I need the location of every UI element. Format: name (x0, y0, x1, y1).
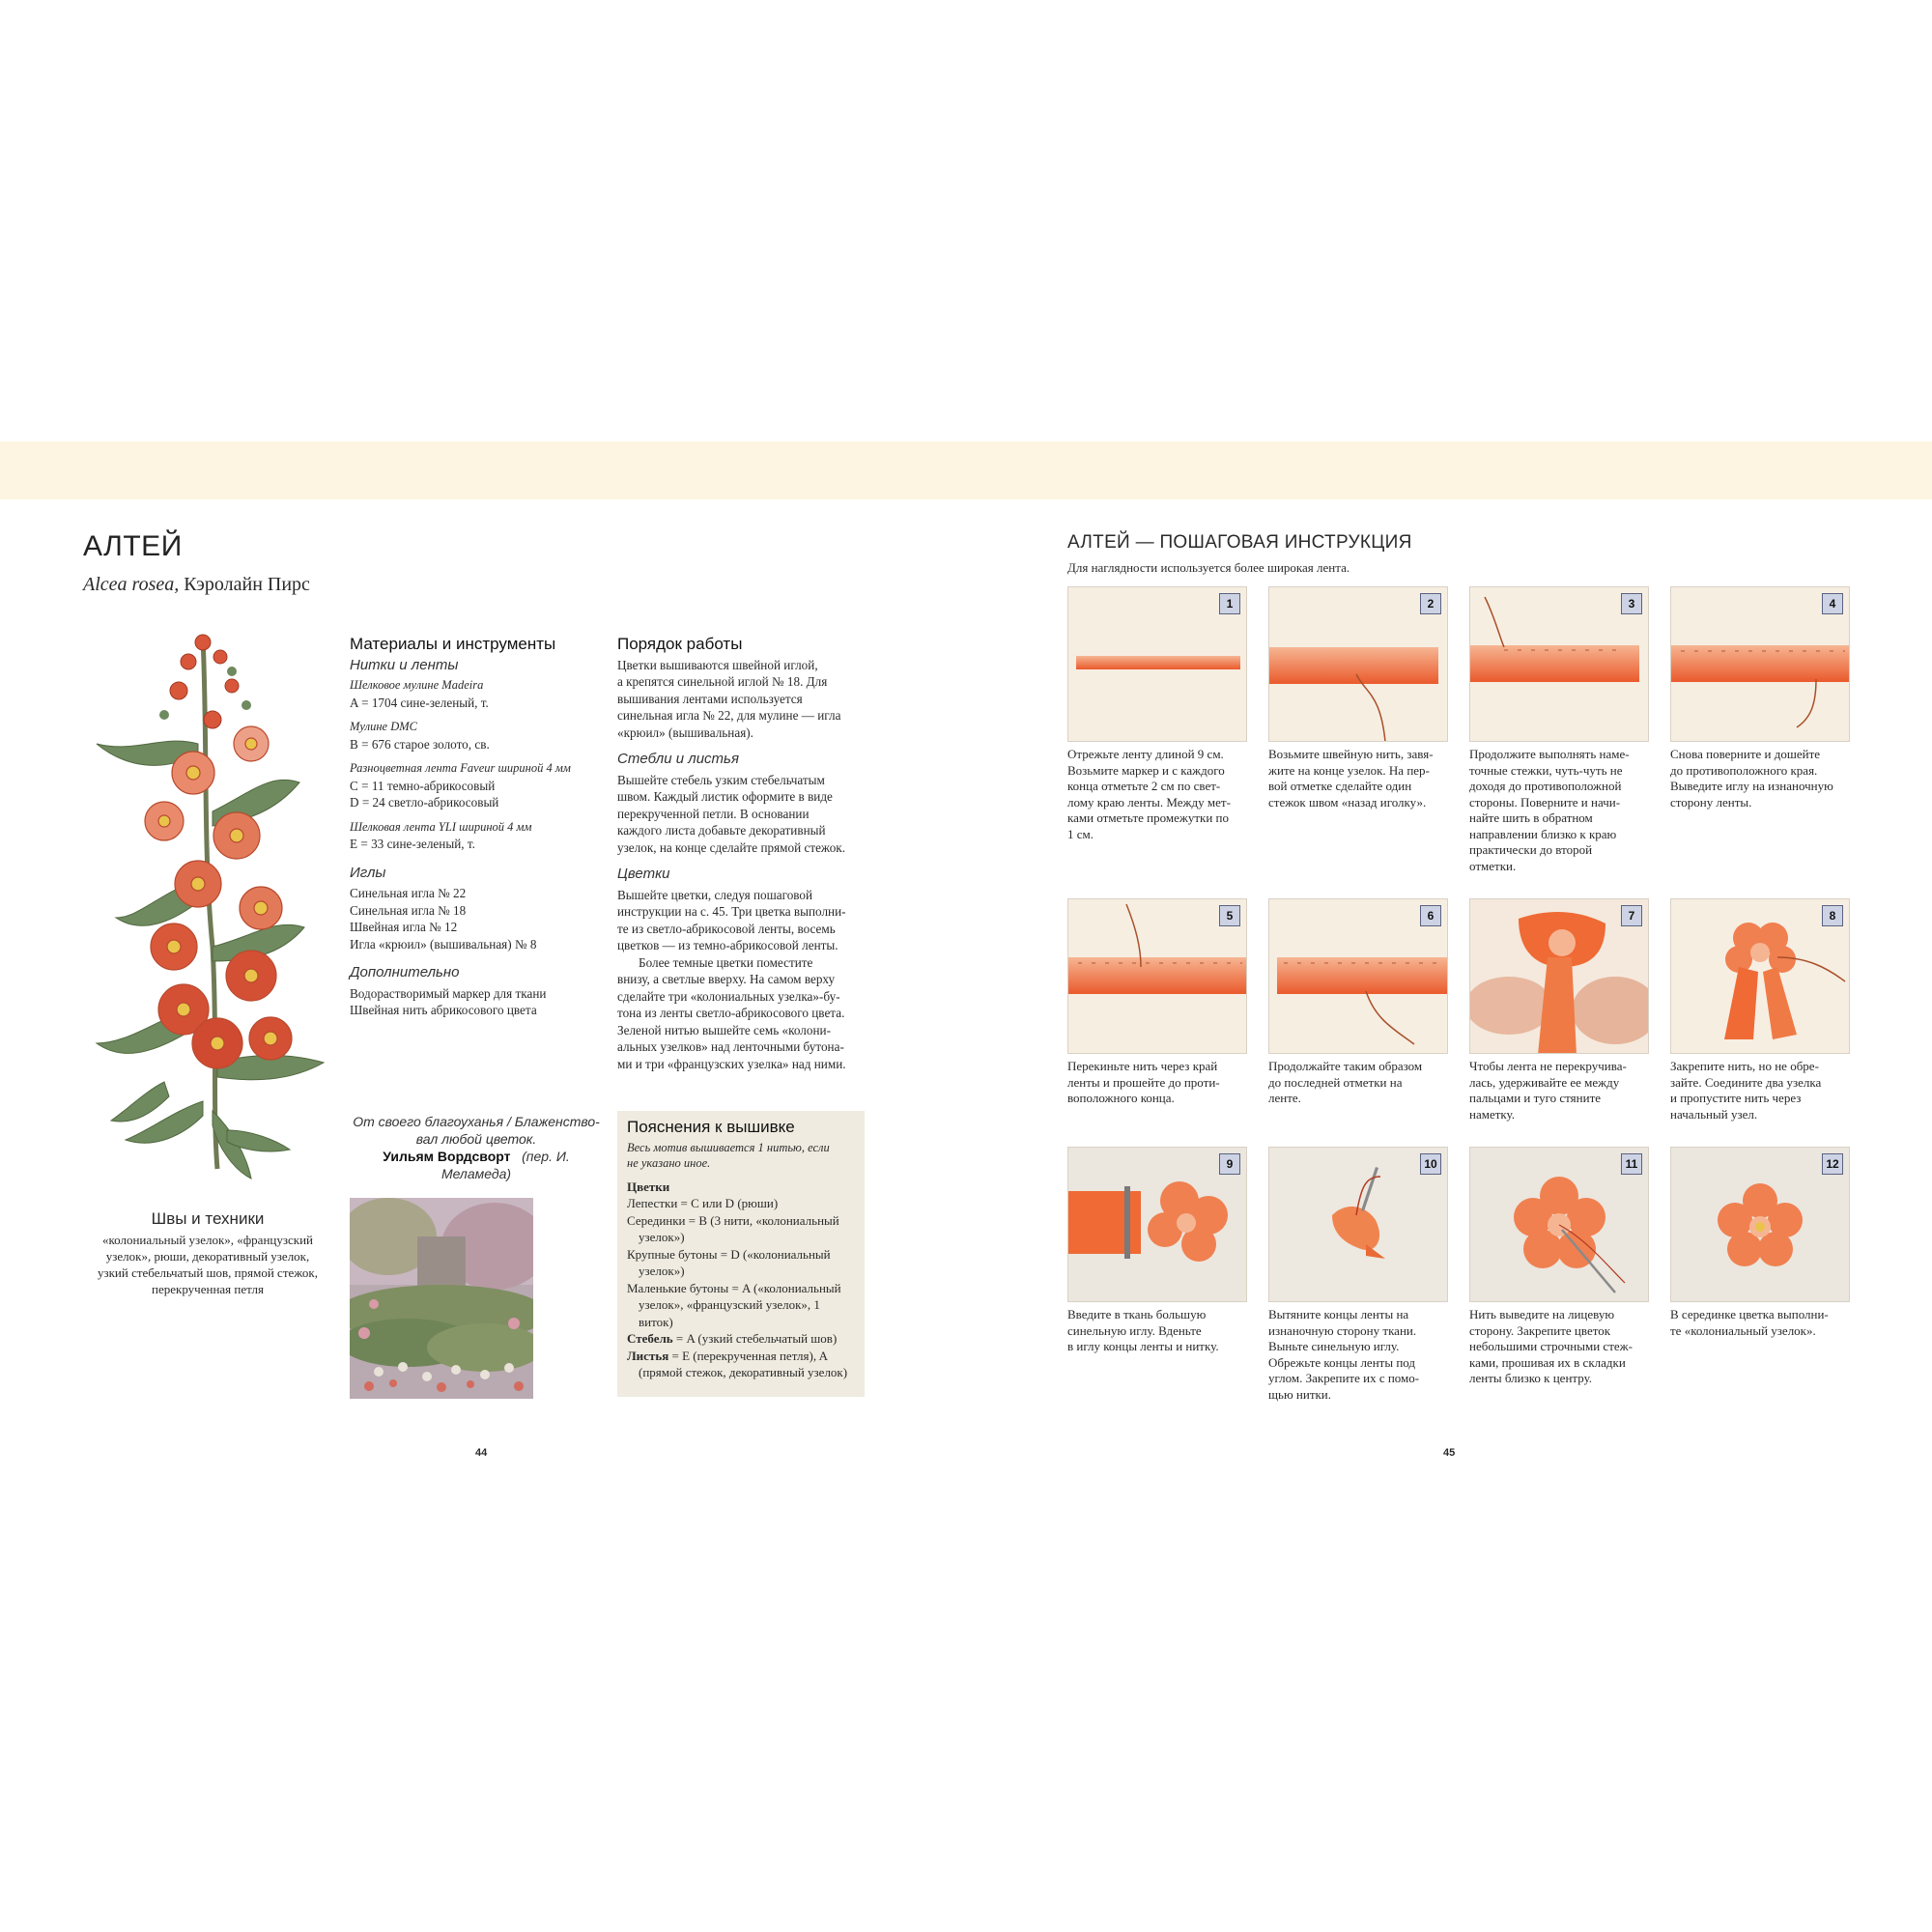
step-9 (1067, 1147, 1247, 1355)
header-band (0, 441, 1932, 499)
page-subtitle: Alcea rosea, Кэролайн Пирс (83, 574, 310, 595)
step-number-badge: 12 (1822, 1153, 1843, 1175)
step-number-badge: 2 (1420, 593, 1441, 614)
step-12 (1670, 1147, 1850, 1339)
step-caption: Нить выведите на лицевую сторону. Закрепите цветок небольшими строчными стеж- ками, прошивая их в складки ленты близко к центру. (1469, 1307, 1633, 1385)
step-caption: Снова поверните и дошейте до противоположного края. Выведите иглу на изнаночную сторону ленты. (1670, 747, 1833, 810)
materials-heading: Материалы и инструменты (350, 635, 556, 653)
step-2 (1268, 586, 1448, 810)
order-text: цветков — из темно-абрикосовой ленты. (617, 938, 838, 952)
order-text: Более темные цветки поместите (639, 954, 813, 970)
step-number-badge: 7 (1621, 905, 1642, 926)
step-10 (1268, 1147, 1448, 1403)
notes-line: Маленькие бутоны = A («колониальный узелок», «французский узелок», 1 виток) (627, 1280, 841, 1329)
step-photo (1268, 1147, 1448, 1302)
needle-item: Синельная игла № 18 (350, 902, 467, 918)
step-number-badge: 10 (1420, 1153, 1441, 1175)
notes-line: Серединки = B (3 нити, «колониальный узелок») (627, 1212, 839, 1244)
step-number-badge: 9 (1219, 1153, 1240, 1175)
material-value: D = 24 светло-абрикосовый (350, 795, 499, 810)
extra-item: Водорастворимый маркер для ткани (350, 985, 547, 1001)
step-caption: Продолжайте таким образом до последней отметки на ленте. (1268, 1059, 1423, 1105)
step-8 (1670, 898, 1850, 1122)
step-photo (1268, 898, 1448, 1054)
material-value: B = 676 старое золото, св. (350, 736, 490, 752)
notes-stem: Стебель = A (узкий стебельчатый шов) (627, 1331, 838, 1346)
step-photo (1469, 1147, 1649, 1302)
step-number-badge: 6 (1420, 905, 1441, 926)
stitches-list: «колониальный узелок», «французский узелок», рюши, декоративный узелок, узкий стебельчатый шов, прямой стежок, перекрученная петля (97, 1233, 319, 1296)
step-photo (1067, 898, 1247, 1054)
hollyhock-embroidery-image (58, 628, 348, 1188)
stems-heading: Стебли и листья (617, 751, 739, 767)
order-heading: Порядок работы (617, 635, 743, 653)
notes-flowers-label: Цветки (627, 1179, 670, 1194)
step-3 (1469, 586, 1649, 874)
extra-item: Швейная нить абрикосового цвета (350, 1003, 537, 1017)
flowers-heading: Цветки (617, 866, 670, 882)
order-section (617, 636, 870, 1072)
order-text: внизу, а светлые вверху. На самом верху (617, 972, 836, 986)
step-photo (1670, 898, 1850, 1054)
material-label: Шелковая лента YLI шириной 4 мм (350, 819, 532, 834)
instruction-subtitle: Для наглядности используется более широкая лента. (1067, 560, 1350, 575)
needle-item: Швейная игла № 12 (350, 920, 458, 934)
step-caption: Введите в ткань большую синельную иглу. Вденьте в иглу концы ленты и нитку. (1067, 1307, 1219, 1353)
garden-painting-image (350, 1198, 533, 1399)
step-4 (1670, 586, 1850, 810)
step-photo (1670, 586, 1850, 742)
instruction-title: АЛТЕЙ — ПОШАГОВАЯ ИНСТРУКЦИЯ (1067, 532, 1412, 553)
needle-item: Синельная игла № 22 (350, 886, 467, 900)
step-photo (1067, 586, 1247, 742)
page-title: АЛТЕЙ (83, 530, 183, 562)
needle-item: Игла «крюил» (вышивальная) № 8 (350, 936, 537, 952)
material-value: A = 1704 сине-зеленый, т. (350, 695, 489, 710)
threads-heading: Нитки и ленты (350, 656, 459, 673)
notes-intro: не указано иное. (627, 1155, 711, 1170)
step-number-badge: 4 (1822, 593, 1843, 614)
order-text: Цветки вышиваются швейной иглой, (617, 657, 818, 672)
order-text: Вышейте цветки, следуя пошаговой (617, 887, 813, 902)
order-text: Вышейте стебель узким стебельчатым (617, 772, 825, 787)
step-number-badge: 11 (1621, 1153, 1642, 1175)
order-text: инструкции на с. 45. Три цветка выполни- (617, 904, 846, 919)
page-number-right: 45 (1443, 1447, 1456, 1459)
material-value: C = 11 темно-абрикосовый (350, 778, 496, 793)
step-photo (1469, 586, 1649, 742)
order-text: «крюил» (вышивальная). (617, 724, 753, 740)
step-caption: Отрежьте ленту длиной 9 см. Возьмите маркер и с каждого конца отметьте 2 см по свет- лому краю ленты. Между мет- ками отметьте промежутки по 1 см. (1067, 747, 1231, 841)
order-text: ми и три «французских узелка» над ними. (617, 1056, 846, 1071)
notes-intro: Весь мотив вышивается 1 нитью, если (627, 1140, 830, 1154)
materials-section (350, 636, 601, 1019)
notes-heading: Пояснения к вышивке (627, 1118, 795, 1136)
notes-leaves: Листья = E (перекрученная петля), A (прямой стежок, декоративный узелок) (627, 1348, 848, 1379)
order-text: перекрученной петли. В основании (617, 806, 810, 821)
step-photo (1067, 1147, 1247, 1302)
step-photo (1469, 898, 1649, 1054)
needles-heading: Иглы (350, 864, 386, 881)
step-6 (1268, 898, 1448, 1107)
embroidery-notes (617, 1111, 865, 1397)
order-text: вышивания лентами используется (617, 691, 803, 706)
order-text: швом. Каждый листик оформите в виде (617, 789, 833, 804)
quote-translator: (пер. И. Меламеда) (440, 1149, 570, 1181)
step-caption: Чтобы лента не перекручива- лась, удерживайте ее между пальцами и туго стяните наметку. (1469, 1059, 1627, 1122)
step-number-badge: 8 (1822, 905, 1843, 926)
step-photo (1268, 586, 1448, 742)
step-11 (1469, 1147, 1649, 1387)
step-photo (1670, 1147, 1850, 1302)
step-number-badge: 1 (1219, 593, 1240, 614)
page-number-left: 44 (475, 1447, 488, 1459)
step-5 (1067, 898, 1247, 1107)
material-label: Шелковое мулине Madeira (350, 678, 484, 692)
quote-author: Уильям Вордсворт (383, 1149, 511, 1164)
step-caption: В серединке цветка выполни- те «колониальный узелок». (1670, 1307, 1829, 1338)
step-caption: Закрепите нить, но не обре- зайте. Соедините два узелка и пропустите нить через начальный узел. (1670, 1059, 1822, 1122)
order-text: узелок, на конце сделайте прямой стежок. (617, 839, 846, 855)
notes-line: Лепестки = C или D (рюши) (627, 1196, 779, 1210)
step-number-badge: 3 (1621, 593, 1642, 614)
order-text: синельная игла № 22, для мулине — игла (617, 708, 841, 723)
order-text: те из светло-абрикосовой ленты, восемь (617, 921, 836, 936)
material-label: Мулине DMC (350, 720, 417, 733)
stitches-heading: Швы и техники (151, 1209, 265, 1228)
order-text: сделайте три «колониальных узелка»-бу- (617, 988, 840, 1004)
step-caption: Возьмите швейную нить, завя- жите на конце узелок. На пер- вой отметке сделайте один стежок швом «назад иголку». (1268, 747, 1434, 810)
extra-heading: Дополнительно (350, 964, 460, 980)
order-text: каждого листа добавьте декоративный (617, 823, 826, 838)
quote (350, 1113, 603, 1182)
order-text: а крепятся синельной иглой № 18. Для (617, 674, 828, 689)
step-caption: Вытяните концы ленты на изнаночную сторону ткани. Выньте синельную иглу. Обрежьте концы ленты под углом. Закрепите их с помо- щью нитки. (1268, 1307, 1420, 1402)
order-text: альных узелков» над ленточными бутона- (617, 1039, 844, 1054)
step-caption: Перекиньте нить через край ленты и прошейте до проти- воположного конца. (1067, 1059, 1220, 1105)
material-label: Разноцветная лента Faveur шириной 4 мм (350, 761, 571, 775)
notes-line: Крупные бутоны = D («колониальный узелок») (627, 1246, 831, 1278)
step-1 (1067, 586, 1247, 842)
material-value: E = 33 сине-зеленый, т. (350, 837, 475, 851)
quote-line: От своего благоуханья / Блаженство- (353, 1114, 600, 1129)
order-text: тона из ленты светло-абрикосового цвета. (617, 1006, 845, 1020)
step-7 (1469, 898, 1649, 1122)
order-text: Зеленой нитью вышейте семь «колони- (617, 1022, 831, 1037)
quote-line: вал любой цветок. (415, 1131, 537, 1147)
step-caption: Продолжите выполнять наме- точные стежки, чуть-чуть не доходя до противоположной стороны. Поверните и начи- найте шить в обратном направлении близко к краю практически до второй отметки. (1469, 747, 1630, 873)
step-number-badge: 5 (1219, 905, 1240, 926)
